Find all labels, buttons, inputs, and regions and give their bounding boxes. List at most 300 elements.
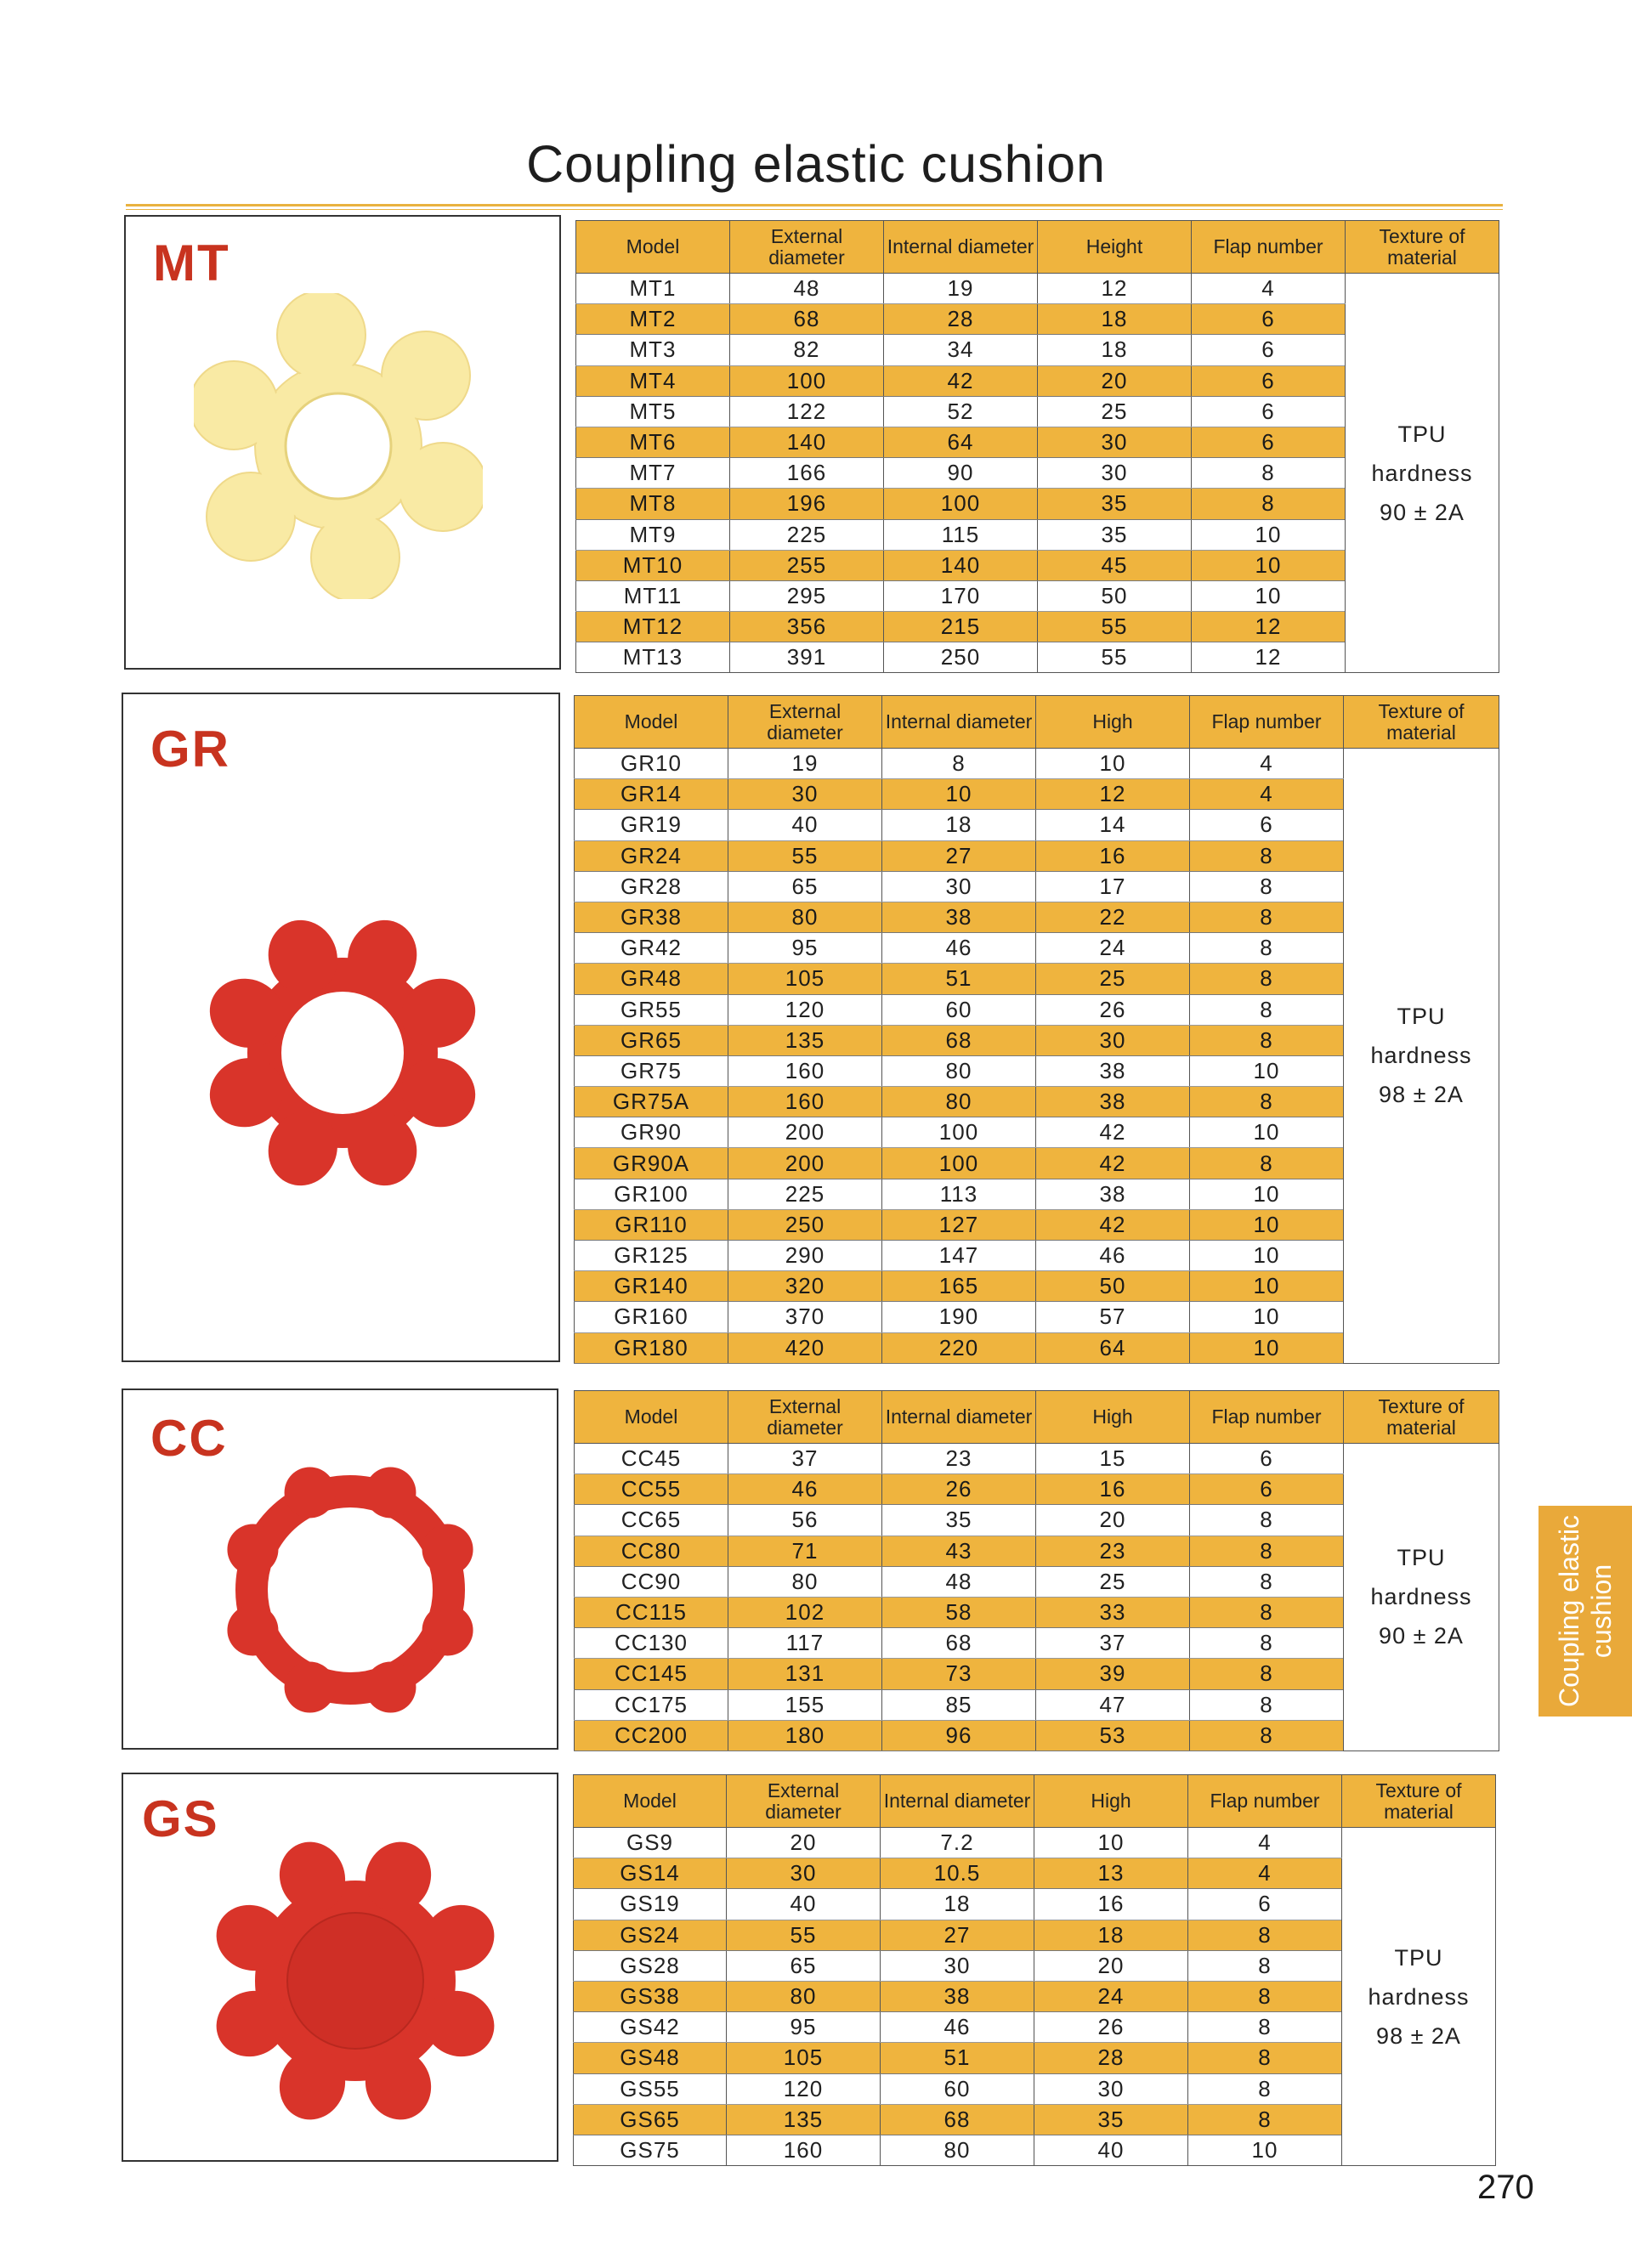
col-header-external-diameter: External diameter [728,696,882,749]
flap-number-cell: 4 [1188,1858,1342,1889]
table-row [575,1444,1499,1474]
model-cell: MT12 [576,612,730,642]
table-row [575,749,1499,779]
flap-number-cell: 10 [1190,1055,1344,1086]
external-diameter-cell: 120 [728,994,882,1025]
flap-number-cell: 10 [1192,550,1346,580]
height-cell: 40 [1034,2135,1188,2165]
external-diameter-cell: 40 [728,810,882,840]
external-diameter-cell: 30 [727,1858,881,1889]
internal-diameter-cell: 215 [884,612,1038,642]
flap-number-cell: 8 [1190,1148,1344,1179]
height-cell: 13 [1034,1858,1188,1889]
model-cell: MT4 [576,365,730,396]
height-cell: 10 [1034,1828,1188,1858]
height-cell: 55 [1038,612,1192,642]
material-line: 90 ± 2A [1379,1623,1464,1649]
gr-spec-table [574,695,1499,1364]
material-line: hardness [1368,1983,1470,2010]
flap-number-cell: 6 [1192,427,1346,457]
height-cell: 22 [1036,902,1190,932]
external-diameter-cell: 95 [727,2012,881,2043]
gr-photo-panel [122,693,560,1362]
model-cell: GR100 [575,1179,728,1209]
material-line: 98 ± 2A [1379,1082,1464,1108]
internal-diameter-cell: 165 [882,1271,1036,1302]
height-cell: 38 [1036,1179,1190,1209]
flap-number-cell: 6 [1188,1889,1342,1920]
material-line: hardness [1371,460,1473,486]
col-header-material: Texture of material [1346,221,1499,274]
flap-number-cell: 6 [1192,365,1346,396]
flap-number-cell: 8 [1190,933,1344,964]
flap-number-cell: 8 [1190,1659,1344,1689]
model-cell: GS14 [574,1858,727,1889]
external-diameter-cell: 155 [728,1689,882,1720]
col-header-model: Model [575,1391,728,1444]
flap-number-cell: 10 [1188,2135,1342,2165]
gs-cushion-image [207,1832,504,2129]
flap-number-cell: 8 [1190,1536,1344,1566]
col-header-model: Model [576,221,730,274]
model-cell: GS19 [574,1889,727,1920]
internal-diameter-cell: 28 [884,304,1038,335]
internal-diameter-cell: 30 [881,1950,1034,1981]
cc-photo-panel [122,1389,558,1750]
flap-number-cell: 8 [1188,1981,1342,2011]
material-line: hardness [1370,1043,1472,1069]
external-diameter-cell: 105 [728,964,882,994]
external-diameter-cell: 135 [727,2104,881,2135]
height-cell: 39 [1036,1659,1190,1689]
height-cell: 24 [1036,933,1190,964]
external-diameter-cell: 295 [730,580,884,611]
external-diameter-cell: 391 [730,642,884,673]
col-header-model: Model [575,696,728,749]
height-cell: 14 [1036,810,1190,840]
model-cell: GS75 [574,2135,727,2165]
flap-number-cell: 6 [1192,335,1346,365]
flap-number-cell: 4 [1190,749,1344,779]
height-cell: 18 [1034,1920,1188,1950]
flap-number-cell: 8 [1190,994,1344,1025]
internal-diameter-cell: 46 [881,2012,1034,2043]
external-diameter-cell: 55 [727,1920,881,1950]
model-cell: MT3 [576,335,730,365]
material-line: 98 ± 2A [1376,2022,1461,2049]
title-divider [126,204,1503,206]
internal-diameter-cell: 8 [882,749,1036,779]
gs-spec-table [573,1774,1496,2166]
model-cell: GR75 [575,1055,728,1086]
col-header-flap-number: Flap number [1188,1775,1342,1828]
flap-number-cell: 4 [1192,274,1346,304]
flap-number-cell: 10 [1190,1241,1344,1271]
height-cell: 57 [1036,1302,1190,1332]
model-cell: MT11 [576,580,730,611]
flap-number-cell: 10 [1190,1179,1344,1209]
mt-photo-panel [124,215,561,670]
external-diameter-cell: 48 [730,274,884,304]
flap-number-cell: 8 [1190,1087,1344,1117]
flap-number-cell: 10 [1190,1332,1344,1363]
model-cell: GS28 [574,1950,727,1981]
flap-number-cell: 8 [1188,2104,1342,2135]
height-cell: 45 [1038,550,1192,580]
external-diameter-cell: 196 [730,489,884,519]
internal-diameter-cell: 100 [884,489,1038,519]
height-cell: 16 [1034,1889,1188,1920]
internal-diameter-cell: 51 [881,2043,1034,2073]
col-header-high: High [1036,1391,1190,1444]
external-diameter-cell: 95 [728,933,882,964]
flap-number-cell: 8 [1190,1597,1344,1627]
internal-diameter-cell: 19 [884,274,1038,304]
model-cell: GS48 [574,2043,727,2073]
height-cell: 12 [1038,274,1192,304]
internal-diameter-cell: 52 [884,396,1038,427]
external-diameter-cell: 200 [728,1117,882,1148]
external-diameter-cell: 30 [728,779,882,810]
flap-number-cell: 10 [1192,580,1346,611]
external-diameter-cell: 320 [728,1271,882,1302]
flap-number-cell: 4 [1190,779,1344,810]
internal-diameter-cell: 10.5 [881,1858,1034,1889]
flap-number-cell: 8 [1190,1025,1344,1055]
model-cell: GR75A [575,1087,728,1117]
external-diameter-cell: 160 [728,1087,882,1117]
external-diameter-cell: 200 [728,1148,882,1179]
external-diameter-cell: 131 [728,1659,882,1689]
mt-cushion-image [194,293,483,599]
height-cell: 12 [1036,779,1190,810]
height-cell: 47 [1036,1689,1190,1720]
col-header-internal-diameter: Internal diameter [882,696,1036,749]
material-cell [1344,749,1499,1364]
internal-diameter-cell: 58 [882,1597,1036,1627]
col-header-model: Model [574,1775,727,1828]
height-cell: 30 [1036,1025,1190,1055]
height-cell: 33 [1036,1597,1190,1627]
model-cell: CC90 [575,1566,728,1597]
height-cell: 20 [1034,1950,1188,1981]
internal-diameter-cell: 73 [882,1659,1036,1689]
height-cell: 30 [1038,458,1192,489]
external-diameter-cell: 250 [728,1209,882,1240]
height-cell: 37 [1036,1628,1190,1659]
internal-diameter-cell: 147 [882,1241,1036,1271]
external-diameter-cell: 180 [728,1720,882,1750]
internal-diameter-cell: 140 [884,550,1038,580]
flap-number-cell: 8 [1190,1566,1344,1597]
flap-number-cell: 12 [1192,612,1346,642]
model-cell: GS38 [574,1981,727,2011]
flap-number-cell: 8 [1188,1920,1342,1950]
internal-diameter-cell: 80 [882,1055,1036,1086]
page-number: 270 [1477,2169,1534,2206]
external-diameter-cell: 166 [730,458,884,489]
internal-diameter-cell: 90 [884,458,1038,489]
flap-number-cell: 10 [1190,1302,1344,1332]
gs-photo-panel [122,1773,558,2162]
external-diameter-cell: 68 [730,304,884,335]
height-cell: 17 [1036,871,1190,902]
internal-diameter-cell: 18 [882,810,1036,840]
material-cell [1346,274,1499,673]
external-diameter-cell: 225 [730,519,884,550]
external-diameter-cell: 105 [727,2043,881,2073]
model-cell: GS9 [574,1828,727,1858]
flap-number-cell: 8 [1190,1689,1344,1720]
internal-diameter-cell: 27 [881,1920,1034,1950]
model-cell: CC45 [575,1444,728,1474]
col-header-height: Height [1038,221,1192,274]
internal-diameter-cell: 51 [882,964,1036,994]
model-cell: CC200 [575,1720,728,1750]
external-diameter-cell: 290 [728,1241,882,1271]
height-cell: 26 [1036,994,1190,1025]
external-diameter-cell: 160 [727,2135,881,2165]
model-cell: GR140 [575,1271,728,1302]
gr-model-code: GR [150,721,230,778]
model-cell: GS55 [574,2073,727,2104]
model-cell: GR14 [575,779,728,810]
internal-diameter-cell: 34 [884,335,1038,365]
internal-diameter-cell: 60 [882,994,1036,1025]
internal-diameter-cell: 100 [882,1117,1036,1148]
model-cell: GS65 [574,2104,727,2135]
height-cell: 42 [1036,1148,1190,1179]
model-cell: GR55 [575,994,728,1025]
external-diameter-cell: 80 [728,1566,882,1597]
flap-number-cell: 10 [1190,1117,1344,1148]
internal-diameter-cell: 68 [882,1025,1036,1055]
cc-cushion-image [218,1458,482,1722]
flap-number-cell: 6 [1190,1444,1344,1474]
model-cell: MT1 [576,274,730,304]
internal-diameter-cell: 7.2 [881,1828,1034,1858]
col-header-high: High [1034,1775,1188,1828]
gs-model-code: GS [142,1790,219,1847]
internal-diameter-cell: 68 [882,1628,1036,1659]
height-cell: 16 [1036,840,1190,871]
section-side-tab [1538,1506,1632,1717]
internal-diameter-cell: 43 [882,1536,1036,1566]
flap-number-cell: 8 [1188,1950,1342,1981]
external-diameter-cell: 46 [728,1474,882,1505]
col-header-high: High [1036,696,1190,749]
flap-number-cell: 12 [1192,642,1346,673]
height-cell: 35 [1038,489,1192,519]
height-cell: 18 [1038,335,1192,365]
model-cell: CC80 [575,1536,728,1566]
internal-diameter-cell: 68 [881,2104,1034,2135]
flap-number-cell: 8 [1190,871,1344,902]
internal-diameter-cell: 220 [882,1332,1036,1363]
internal-diameter-cell: 35 [882,1505,1036,1536]
model-cell: MT5 [576,396,730,427]
model-cell: CC130 [575,1628,728,1659]
model-cell: GR65 [575,1025,728,1055]
side-tab-label: Coupling elastic cushion [1554,1515,1617,1707]
internal-diameter-cell: 100 [882,1148,1036,1179]
external-diameter-cell: 100 [730,365,884,396]
material-line: TPU [1397,1004,1446,1030]
external-diameter-cell: 65 [728,871,882,902]
flap-number-cell: 6 [1190,1474,1344,1505]
height-cell: 55 [1038,642,1192,673]
internal-diameter-cell: 127 [882,1209,1036,1240]
external-diameter-cell: 55 [728,840,882,871]
mt-model-code: MT [153,235,230,291]
material-line: TPU [1397,421,1447,447]
height-cell: 35 [1034,2104,1188,2135]
flap-number-cell: 8 [1190,1628,1344,1659]
height-cell: 16 [1036,1474,1190,1505]
flap-number-cell: 8 [1188,2073,1342,2104]
col-header-external-diameter: External diameter [730,221,884,274]
external-diameter-cell: 80 [727,1981,881,2011]
model-cell: GR180 [575,1332,728,1363]
internal-diameter-cell: 10 [882,779,1036,810]
model-cell: MT9 [576,519,730,550]
mt-spec-table [575,220,1499,673]
internal-diameter-cell: 38 [881,1981,1034,2011]
material-line: hardness [1370,1584,1472,1610]
col-header-internal-diameter: Internal diameter [884,221,1038,274]
flap-number-cell: 6 [1192,396,1346,427]
height-cell: 38 [1036,1055,1190,1086]
internal-diameter-cell: 48 [882,1566,1036,1597]
model-cell: GS24 [574,1920,727,1950]
col-header-external-diameter: External diameter [728,1391,882,1444]
internal-diameter-cell: 60 [881,2073,1034,2104]
external-diameter-cell: 82 [730,335,884,365]
model-cell: GR42 [575,933,728,964]
external-diameter-cell: 56 [728,1505,882,1536]
external-diameter-cell: 37 [728,1444,882,1474]
col-header-internal-diameter: Internal diameter [882,1391,1036,1444]
external-diameter-cell: 120 [727,2073,881,2104]
flap-number-cell: 8 [1188,2012,1342,2043]
height-cell: 25 [1036,964,1190,994]
material-cell [1344,1444,1499,1751]
col-header-material: Texture of material [1344,1391,1499,1444]
material-line: TPU [1397,1545,1446,1571]
internal-diameter-cell: 85 [882,1689,1036,1720]
flap-number-cell: 8 [1192,489,1346,519]
col-header-external-diameter: External diameter [727,1775,881,1828]
internal-diameter-cell: 64 [884,427,1038,457]
external-diameter-cell: 140 [730,427,884,457]
model-cell: GR38 [575,902,728,932]
height-cell: 25 [1036,1566,1190,1597]
external-diameter-cell: 122 [730,396,884,427]
internal-diameter-cell: 115 [884,519,1038,550]
height-cell: 42 [1036,1209,1190,1240]
height-cell: 38 [1036,1087,1190,1117]
external-diameter-cell: 20 [727,1828,881,1858]
height-cell: 30 [1034,2073,1188,2104]
external-diameter-cell: 225 [728,1179,882,1209]
flap-number-cell: 8 [1192,458,1346,489]
model-cell: MT13 [576,642,730,673]
model-cell: GR125 [575,1241,728,1271]
internal-diameter-cell: 80 [882,1087,1036,1117]
internal-diameter-cell: 26 [882,1474,1036,1505]
height-cell: 35 [1038,519,1192,550]
cc-spec-table [574,1390,1499,1751]
height-cell: 20 [1038,365,1192,396]
flap-number-cell: 10 [1190,1271,1344,1302]
height-cell: 64 [1036,1332,1190,1363]
flap-number-cell: 8 [1190,1720,1344,1750]
model-cell: CC175 [575,1689,728,1720]
flap-number-cell: 8 [1190,902,1344,932]
internal-diameter-cell: 23 [882,1444,1036,1474]
external-diameter-cell: 65 [727,1950,881,1981]
internal-diameter-cell: 190 [882,1302,1036,1332]
height-cell: 46 [1036,1241,1190,1271]
model-cell: GR160 [575,1302,728,1332]
cc-model-code: CC [150,1410,228,1467]
external-diameter-cell: 255 [730,550,884,580]
internal-diameter-cell: 46 [882,933,1036,964]
material-cell [1342,1828,1496,2166]
model-cell: MT7 [576,458,730,489]
model-cell: GS42 [574,2012,727,2043]
height-cell: 18 [1038,304,1192,335]
flap-number-cell: 6 [1190,810,1344,840]
flap-number-cell: 4 [1188,1828,1342,1858]
external-diameter-cell: 117 [728,1628,882,1659]
model-cell: CC65 [575,1505,728,1536]
height-cell: 10 [1036,749,1190,779]
model-cell: GR28 [575,871,728,902]
model-cell: GR10 [575,749,728,779]
flap-number-cell: 8 [1190,964,1344,994]
external-diameter-cell: 356 [730,612,884,642]
model-cell: CC145 [575,1659,728,1689]
flap-number-cell: 8 [1188,2043,1342,2073]
external-diameter-cell: 420 [728,1332,882,1363]
internal-diameter-cell: 42 [884,365,1038,396]
internal-diameter-cell: 27 [882,840,1036,871]
flap-number-cell: 10 [1190,1209,1344,1240]
external-diameter-cell: 370 [728,1302,882,1332]
internal-diameter-cell: 30 [882,871,1036,902]
internal-diameter-cell: 38 [882,902,1036,932]
height-cell: 20 [1036,1505,1190,1536]
col-header-material: Texture of material [1342,1775,1496,1828]
internal-diameter-cell: 113 [882,1179,1036,1209]
external-diameter-cell: 19 [728,749,882,779]
page-title: Coupling elastic cushion [526,135,1106,193]
table-row [576,274,1499,304]
internal-diameter-cell: 96 [882,1720,1036,1750]
external-diameter-cell: 135 [728,1025,882,1055]
model-cell: GR110 [575,1209,728,1240]
external-diameter-cell: 40 [727,1889,881,1920]
height-cell: 28 [1034,2043,1188,2073]
model-cell: CC55 [575,1474,728,1505]
model-cell: GR24 [575,840,728,871]
internal-diameter-cell: 18 [881,1889,1034,1920]
material-line: 90 ± 2A [1380,499,1465,525]
external-diameter-cell: 80 [728,902,882,932]
model-cell: GR19 [575,810,728,840]
model-cell: MT10 [576,550,730,580]
